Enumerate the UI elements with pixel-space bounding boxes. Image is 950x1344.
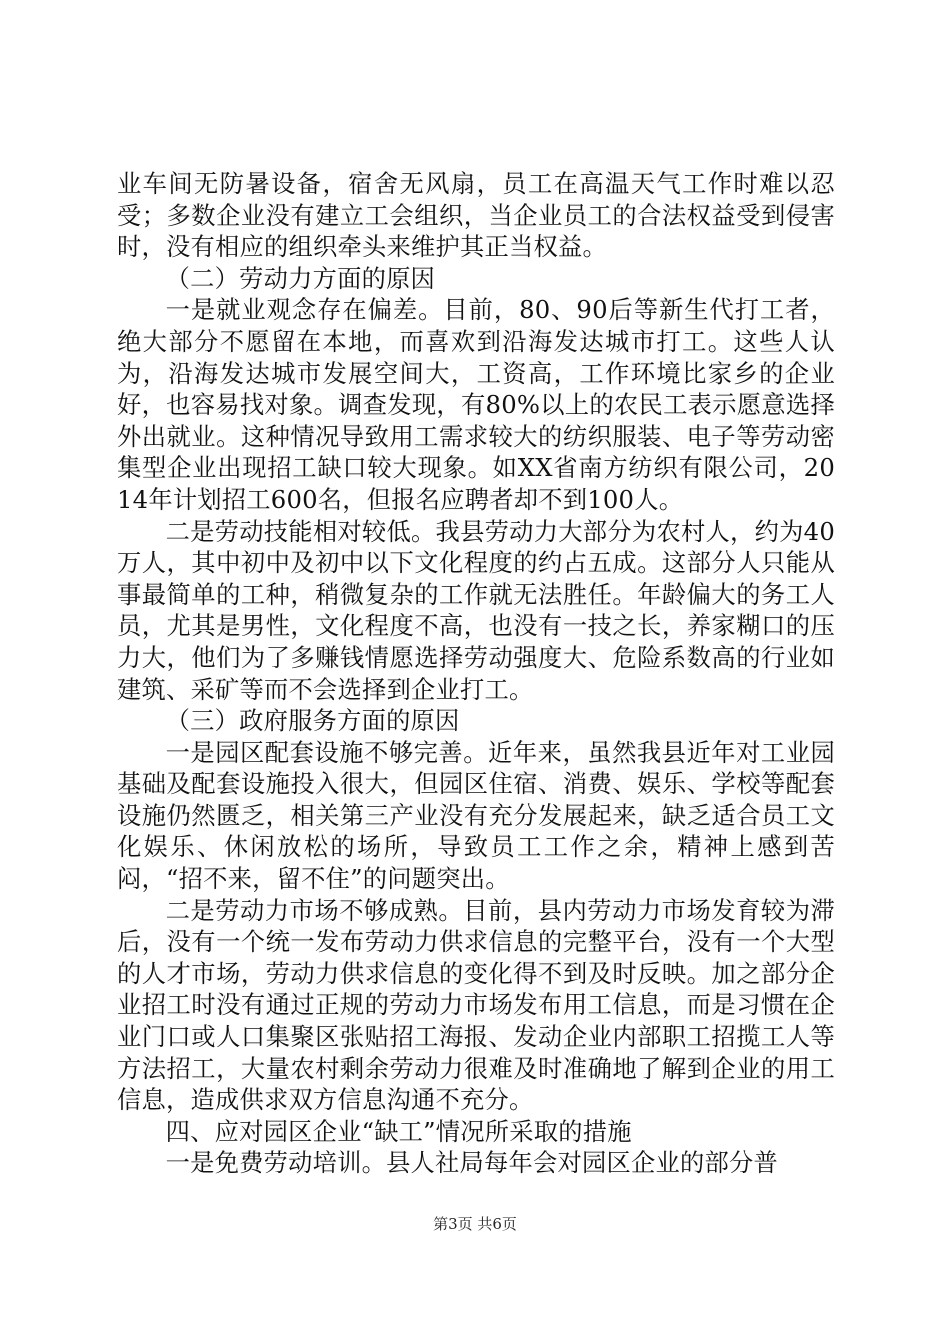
paragraph: 一是园区配套设施不够完善。近年来，虽然我县近年对工业园基础及配套设施投入很大，但园区住宿、消费、娱乐、学校等配套设施仍然匮乏，相关第三产业没有充分发展起来，缺乏适合员工文化娱乐、休闲放松的场所，导致员工工作之余，精神上感到苦闷，“招不来，留不住”的问题突出。 [117, 737, 835, 894]
page-number-footer: 第3页 共6页 [433, 1215, 517, 1233]
paragraph: 一是就业观念存在偏差。目前，80、90后等新生代打工者，绝大部分不愿留在本地，而喜欢到沿海发达城市打工。这些人认为，沿海发达城市发展空间大，工资高，工作环境比家乡的企业好，也容易找对象。调查发现，有80%以上的农民工表示愿意选择外出就业。这种情况导致用工需求较大的纺织服装、电子等劳动密集型企业出现招工缺口较大现象。如XX省南方纺织有限公司，2014年计划招工600名，但报名应聘者却不到100人。 [117, 295, 835, 514]
paragraph: 二是劳动力市场不够成熟。目前，县内劳动力市场发育较为滞后，没有一个统一发布劳动力供求信息的完整平台，没有一个大型的人才市场，劳动力供求信息的变化得不到及时反映。加之部分企业招工时没有通过正规的劳动力市场发布用工信息，而是习惯在企业门口或人口集聚区张贴招工海报、发动企业内部职工招揽工人等方法招工，大量农村剩余劳动力很难及时准确地了解到企业的用工信息，造成供求双方信息沟通不充分。 [117, 895, 835, 1115]
section-heading: （三）政府服务方面的原因 [165, 706, 460, 736]
section-heading: 四、应对园区企业“缺工”情况所采取的措施 [165, 1116, 632, 1146]
paragraph: 业车间无防暑设备，宿舍无风扇，员工在高温天气工作时难以忍受；多数企业没有建立工会组织，当企业员工的合法权益受到侵害时，没有相应的组织牵头来维护其正当权益。 [117, 169, 835, 262]
paragraph: 二是劳动技能相对较低。我县劳动力大部分为农村人，约为40万人，其中初中及初中以下文化程度的约占五成。这部分人只能从事最简单的工种，稍微复杂的工作就无法胜任。年龄偏大的务工人员，尤其是男性，文化程度不高，也没有一技之长，养家糊口的压力大，他们为了多赚钱情愿选择劳动强度大、危险系数高的行业如建筑、采矿等而不会选择到企业打工。 [117, 516, 835, 704]
document-body [117, 168, 835, 1179]
section-heading: （二）劳动力方面的原因 [165, 263, 436, 293]
paragraph: 一是免费劳动培训。县人社局每年会对园区企业的部分普 [165, 1148, 779, 1178]
